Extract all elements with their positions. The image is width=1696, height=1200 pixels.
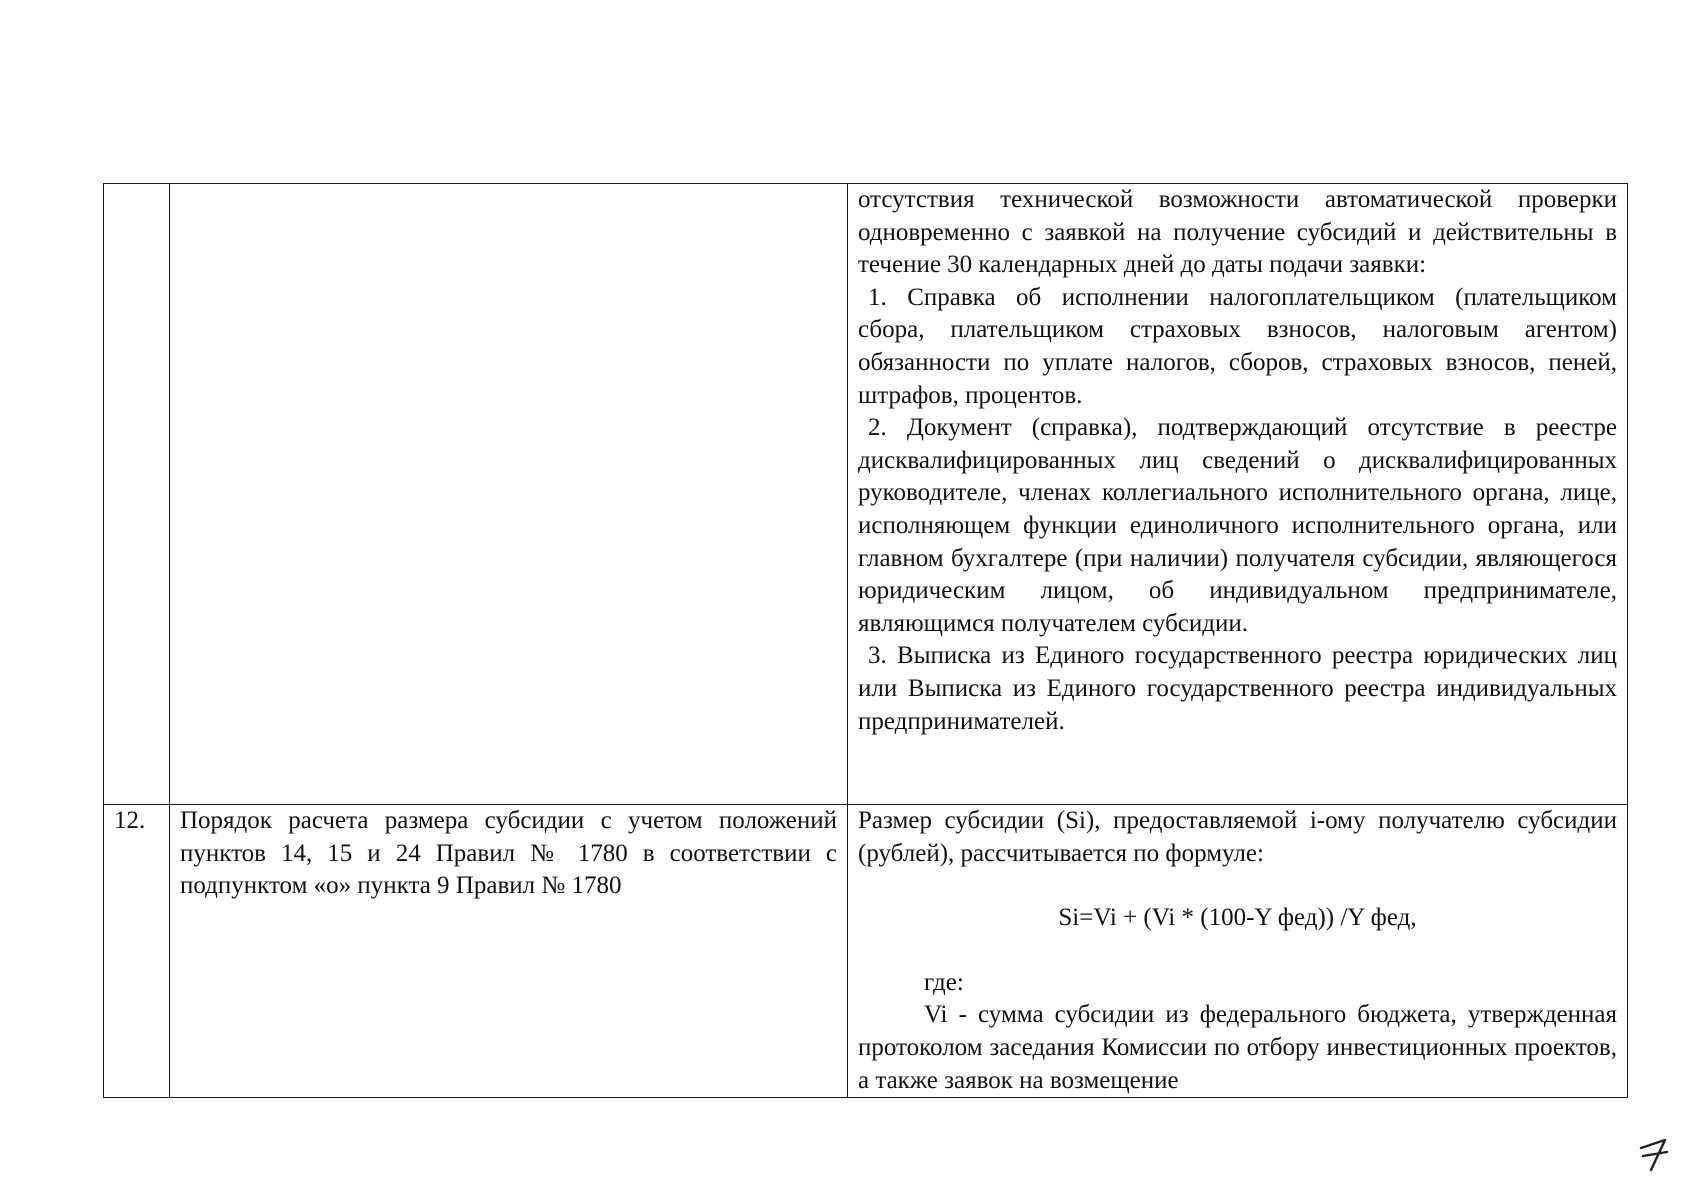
description-intro: Размер субсидии (Si), предоставляемой i-ому получателю субсидии (рублей), рассчитывается по формуле: xyxy=(858,807,1617,867)
row-number-cell xyxy=(104,184,170,805)
list-item: 1. Справка об исполнении налогоплательщиком (плательщиком сбора, плательщиком страховых взносов, налоговым агентом) обязанности по уплате налогов, сборов, страховых взносов, пеней, штрафов, процентов. xyxy=(858,283,1617,409)
table-row xyxy=(104,184,1628,805)
row-name-cell xyxy=(170,184,848,805)
row-name-cell: Порядок расчета размера субсидии с учетом положений пунктов 14, 15 и 24 Правил № 1780 в соответствии с подпунктом «о» пункта 9 Правил № 1780 xyxy=(170,805,848,1098)
vi-definition: Vi - сумма субсидии из федерального бюджета, утвержденная протоколом заседания Комиссии по отбору инвестиционных проектов, а также заявок на возмещение xyxy=(858,1001,1617,1094)
row-description-cell xyxy=(848,184,1628,805)
list-item: 2. Документ (справка), подтверждающий отсутствие в реестре дисквалифицированных лиц сведений о дисквалифицированных руководителе, членах коллегиального исполнительного органа, лице, исполняющем функции единоличного исполнительного органа, или главном бухгалтере (при наличии) получателя субсидии, являющегося юридическим лицом, об индивидуальном предпринимателе, являющимся получателем субсидии. xyxy=(858,414,1617,637)
description-intro: отсутствия технической возможности автоматической проверки одновременно с заявкой на получение субсидий и действительны в течение 30 календарных дней до даты подачи заявки: xyxy=(858,186,1617,279)
row-description-cell xyxy=(848,805,1628,1098)
table-row xyxy=(104,805,1628,1098)
row-number-cell: 12. xyxy=(104,805,170,1098)
list-item: 3. Выписка из Единого государственного реестра юридических лиц или Выписка из Единого государственного реестра индивидуальных предпринимателей. xyxy=(858,642,1617,735)
requirements-table xyxy=(103,183,1628,1098)
subsidy-formula: Si=Vi + (Vi * (100-Y фед)) /Y фед, xyxy=(1058,904,1417,932)
where-label: где: xyxy=(924,968,964,996)
handwritten-page-number-mark-icon xyxy=(1637,1134,1671,1174)
